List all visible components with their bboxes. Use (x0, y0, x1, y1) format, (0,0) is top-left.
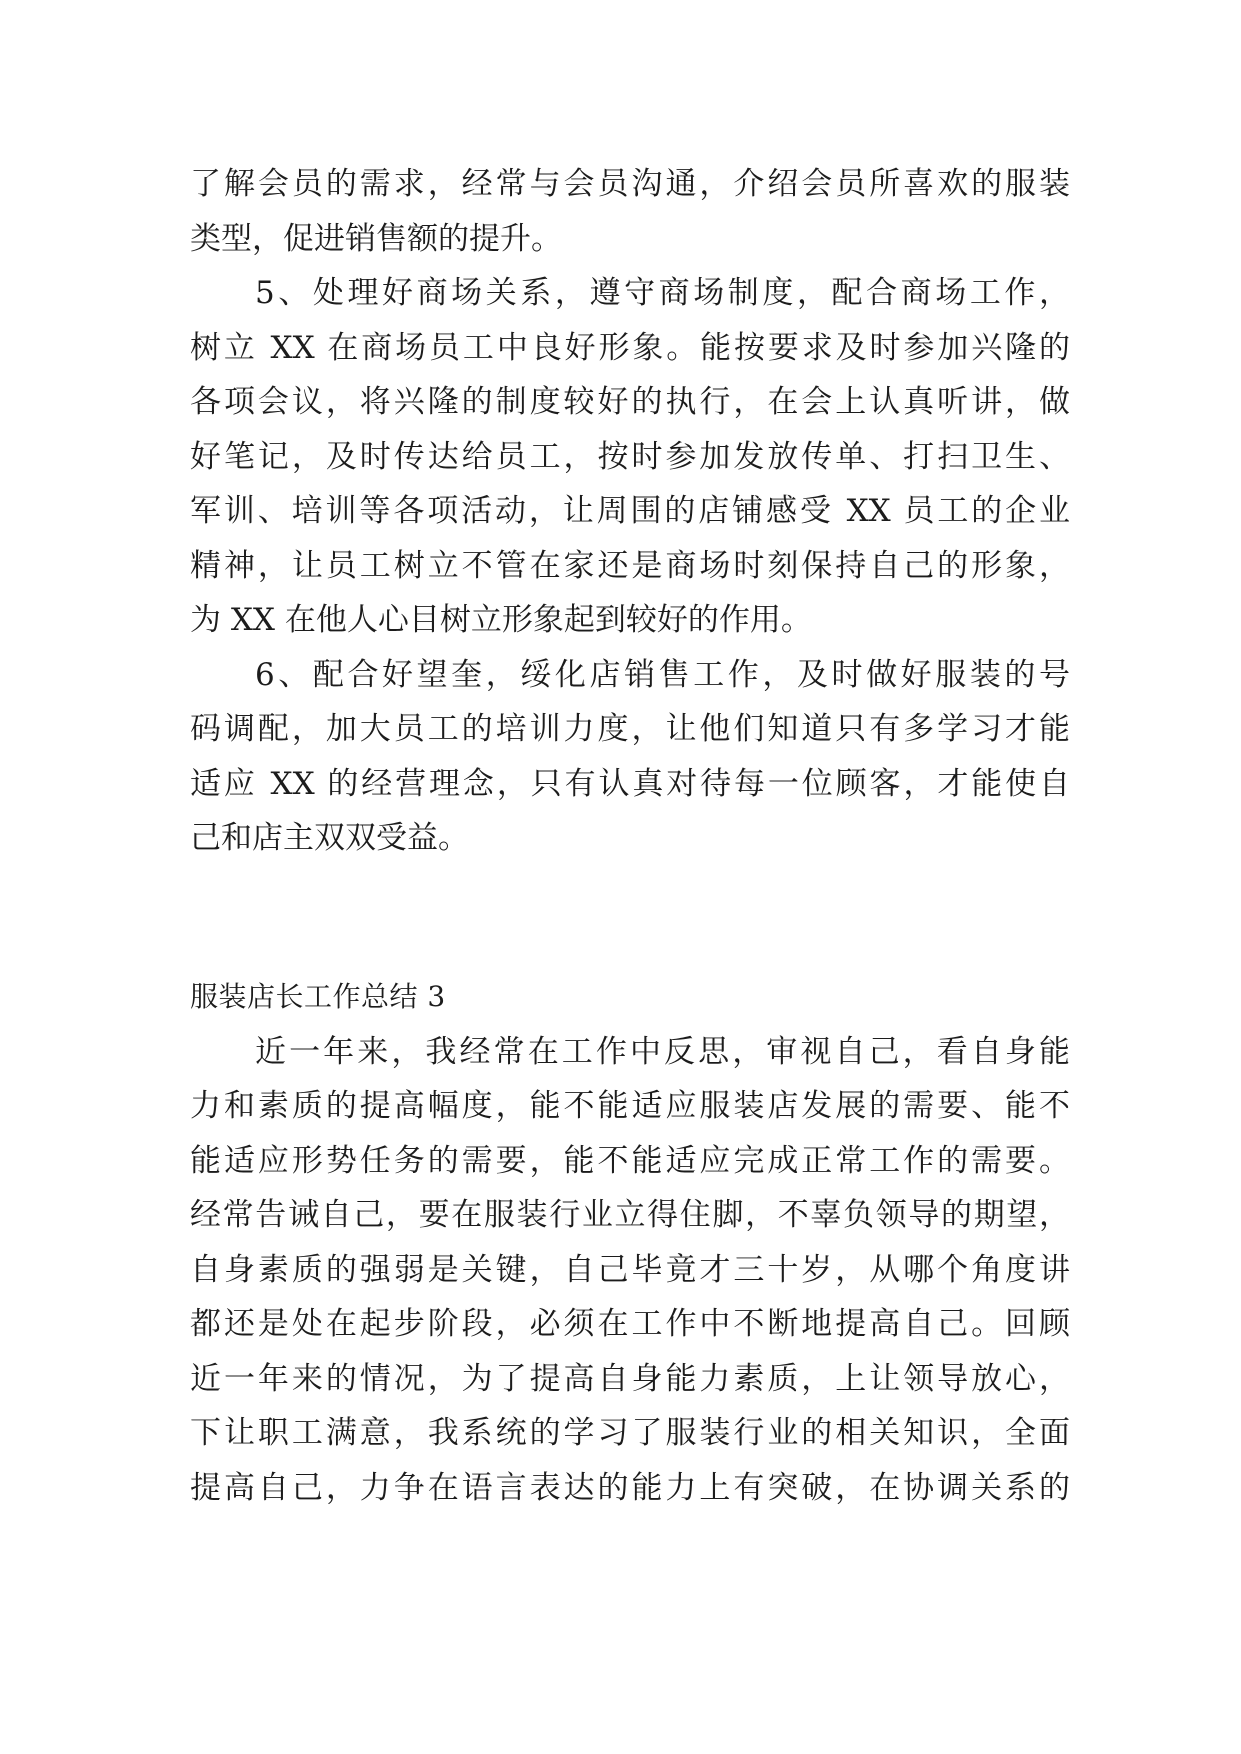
text-line: 下让职工满意，我系统的学习了服装行业的相关知识，全面 (190, 1415, 1070, 1451)
text-line: 近一年来，我经常在工作中反思，审视自己，看自身能 (255, 1034, 1070, 1070)
text-line: 码调配，加大员工的培训力度，让他们知道只有多学习才能 (190, 711, 1070, 747)
text-line: 类型，促进销售额的提升。 (190, 221, 562, 257)
text-line: 为 XX 在他人心目树立形象起到较好的作用。 (190, 602, 812, 638)
section-heading: 服装店长工作总结 3 (190, 980, 446, 1013)
text-line: 6、配合好望奎，绥化店销售工作，及时做好服装的号 (255, 657, 1070, 693)
text-line: 近一年来的情况，为了提高自身能力素质，上让领导放心， (190, 1361, 1070, 1397)
text-line: 军训、培训等各项活动，让周围的店铺感受 XX 员工的企业 (190, 493, 1070, 529)
text-line: 能适应形势任务的需要，能不能适应完成正常工作的需要。 (190, 1143, 1070, 1179)
text-line: 了解会员的需求，经常与会员沟通，介绍会员所喜欢的服装 (190, 166, 1070, 202)
text-line: 经常告诫自己，要在服装行业立得住脚，不辜负领导的期望， (190, 1197, 1070, 1233)
text-line: 5、处理好商场关系，遵守商场制度，配合商场工作， (255, 275, 1070, 311)
text-line: 适应 XX 的经营理念，只有认真对待每一位顾客，才能使自 (190, 766, 1070, 802)
text-line: 精神，让员工树立不管在家还是商场时刻保持自己的形象， (190, 548, 1070, 584)
text-line: 树立 XX 在商场员工中良好形象。能按要求及时参加兴隆的 (190, 330, 1070, 366)
text-line: 各项会议，将兴隆的制度较好的执行，在会上认真听讲，做 (190, 384, 1070, 420)
text-line: 己和店主双双受益。 (190, 820, 469, 856)
text-line: 自身素质的强弱是关键，自己毕竟才三十岁，从哪个角度讲 (190, 1252, 1070, 1288)
text-line: 都还是处在起步阶段，必须在工作中不断地提高自己。回顾 (190, 1306, 1070, 1342)
text-line: 好笔记，及时传达给员工，按时参加发放传单、打扫卫生、 (190, 439, 1070, 475)
text-line: 力和素质的提高幅度，能不能适应服装店发展的需要、能不 (190, 1088, 1070, 1124)
text-line: 提高自己，力争在语言表达的能力上有突破，在协调关系的 (190, 1470, 1070, 1506)
